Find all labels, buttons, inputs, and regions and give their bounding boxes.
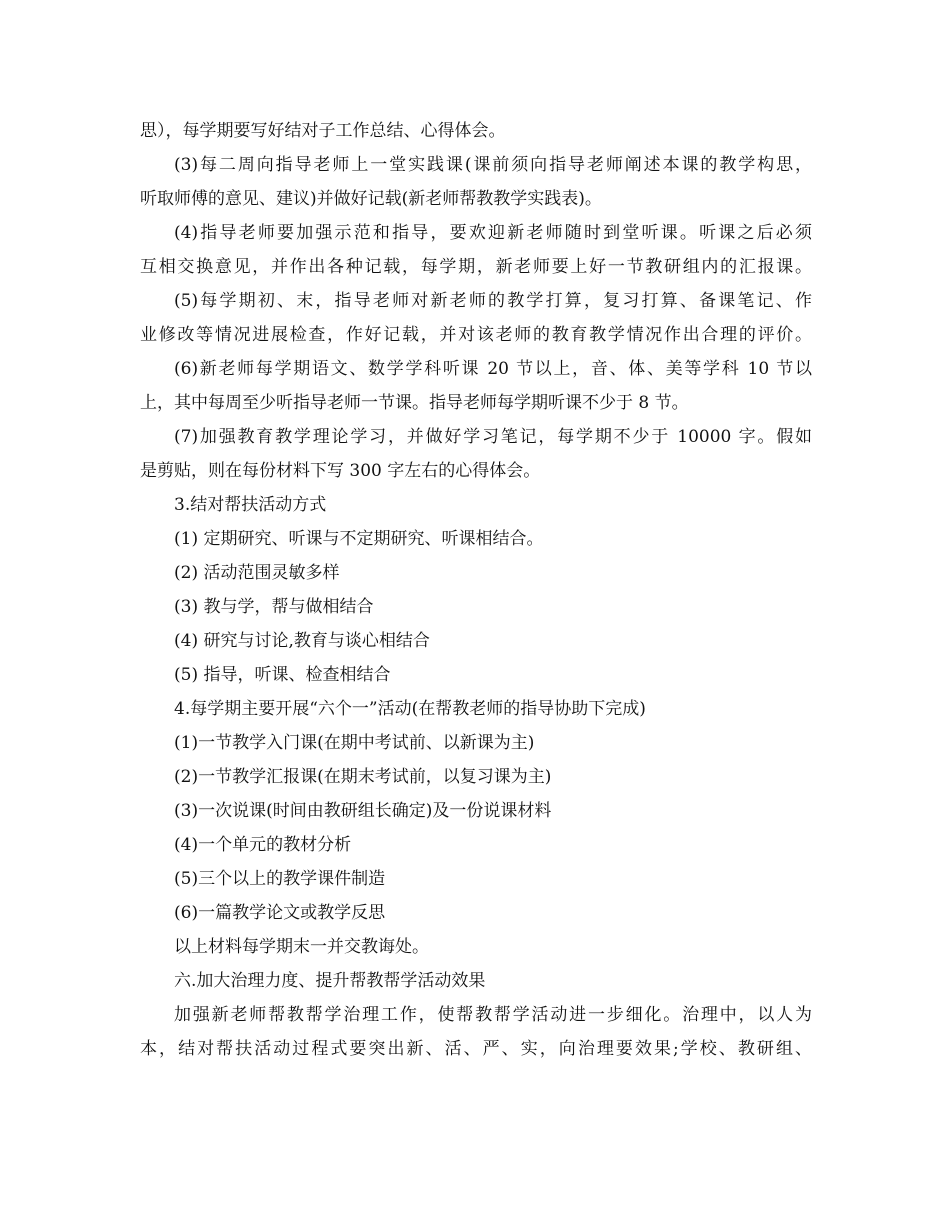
list-item: (2)一节教学汇报课(在期末考试前，以复习课为主) <box>174 767 552 787</box>
section-heading: 3.结对帮扶活动方式 <box>174 495 327 515</box>
text-line: (7)加强教育教学理论学习，并做好学习笔记，每学期不少于 10000 字。假如 <box>174 427 812 447</box>
text-line: 听取师傅的意见、建议)并做好记载(新老师帮教教学实践表)。 <box>140 189 602 209</box>
list-item: (3)一次说课(时间由教研组长确定)及一份说课材料 <box>174 801 552 821</box>
text-line: 思），每学期要写好结对子工作总结、心得体会。 <box>140 121 506 141</box>
text-line: (3)每二周向指导老师上一堂实践课(课前须向指导老师阐述本课的教学构思， <box>174 155 812 175</box>
text-line: 加强新老师帮教帮学治理工作，使帮教帮学活动进一步细化。治理中，以人为 <box>174 1005 812 1025</box>
text-line: 业修改等情况进展检查，作好记载，并对该老师的教育教学情况作出合理的评价。 <box>140 325 812 345</box>
list-item: (4) 研究与讨论,教育与谈心相结合 <box>174 631 430 651</box>
text-line: (5)每学期初、末，指导老师对新老师的教学打算，复习打算、备课笔记、作 <box>174 291 812 311</box>
text-line: 上，其中每周至少听指导老师一节课。指导老师每学期听课不少于 8 节。 <box>140 393 689 413</box>
text-line: 以上材料每学期末一并交教诲处。 <box>174 937 429 957</box>
list-item: (3) 教与学，帮与做相结合 <box>174 597 374 617</box>
section-heading: 4.每学期主要开展“六个一”活动(在帮教老师的指导协助下完成) <box>174 699 646 719</box>
text-line: 是剪贴，则在每份材料下写 300 字左右的心得体会。 <box>140 461 541 481</box>
list-item: (1)一节教学入门课(在期中考试前、以新课为主) <box>174 733 535 753</box>
list-item: (5)三个以上的教学课件制造 <box>174 869 386 889</box>
text-line: 互相交换意见，并作出各种记载，每学期，新老师要上好一节教研组内的汇报课。 <box>140 257 812 277</box>
list-item: (2) 活动范围灵敏多样 <box>174 563 340 583</box>
text-line: (6)新老师每学期语文、数学学科听课 20 节以上，音、体、美等学科 10 节以 <box>174 359 812 379</box>
document-body <box>140 114 812 1066</box>
section-heading: 六.加大治理力度、提升帮教帮学活动效果 <box>174 971 486 991</box>
text-line: (4)指导老师要加强示范和指导，要欢迎新老师随时到堂听课。听课之后必须 <box>174 223 812 243</box>
list-item: (4)一个单元的教材分析 <box>174 835 352 855</box>
text-line: 本，结对帮扶活动过程式要突出新、活、严、实，向治理要效果;学校、教研组、 <box>140 1039 812 1059</box>
list-item: (5) 指导，听课、检查相结合 <box>174 665 391 685</box>
list-item: (6)一篇教学论文或教学反思 <box>174 903 386 923</box>
list-item: (1) 定期研究、听课与不定期研究、听课相结合。 <box>174 529 544 549</box>
